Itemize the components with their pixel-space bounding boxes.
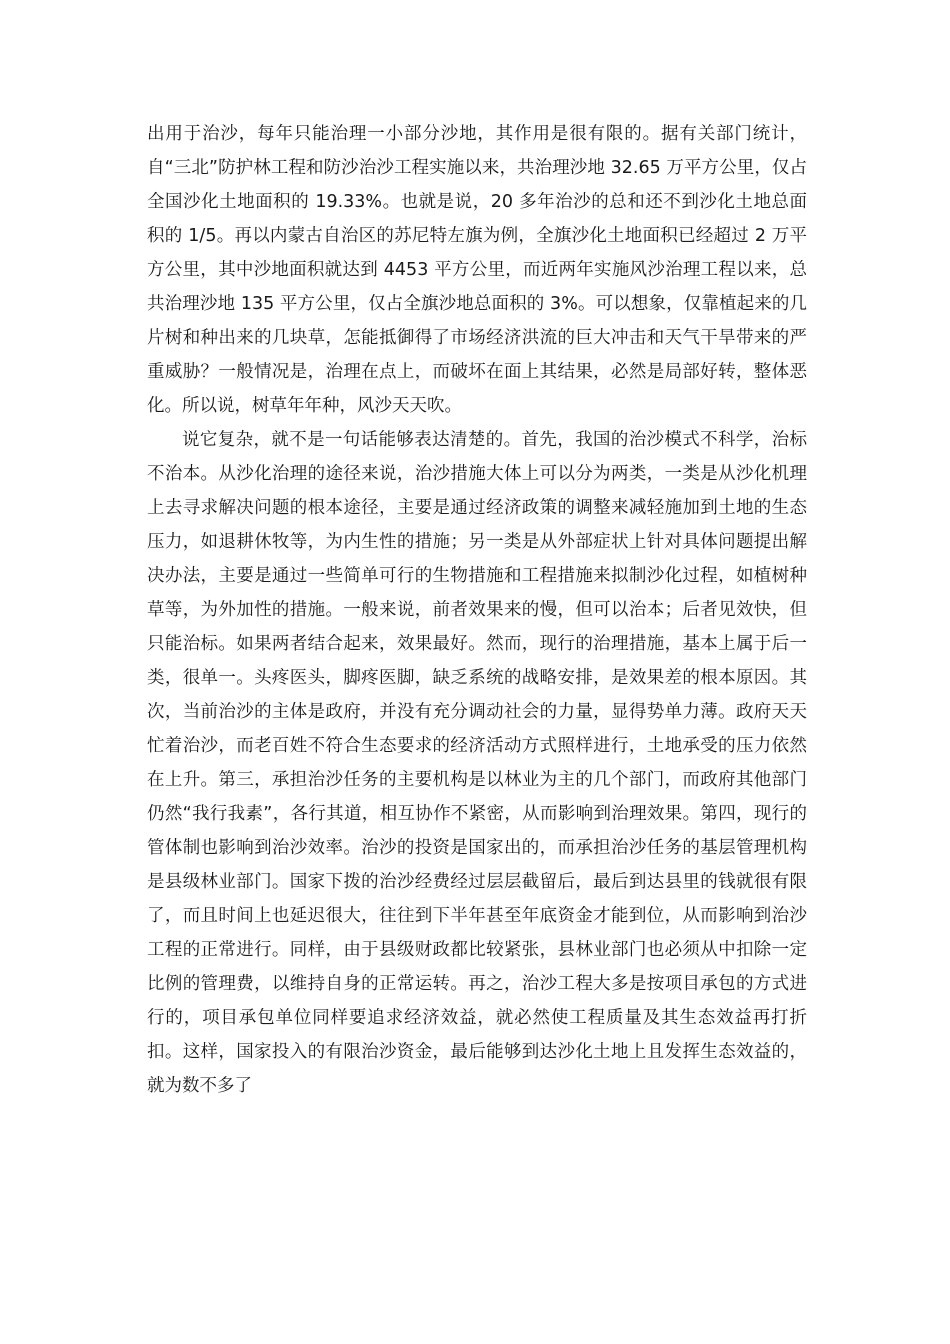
paragraph-1: 出用于治沙，每年只能治理一小部分沙地，其作用是很有限的。据有关部门统计，自“三北”防护林工程和防沙治沙工程实施以来，共治理沙地 32.65 万平方公里，仅占全国沙化土地面积的 19.33%。也就是说，20 多年治沙的总和还不到沙化土地总面积的 1/5。再以内蒙古自治区的苏尼特左旗为例，全旗沙化土地面积已经超过 2 万平方公里，其中沙地面积就达到 4453 平方公里，而近两年实施风沙治理工程以来，总共治理沙地 135 平方公里，仅占全旗沙地总面积的 3%。可以想象，仅靠植起来的几片树和种出来的几块草，怎能抵御得了市场经济洪流的巨大冲击和天气干旱带来的严重威胁？一般情况是，治理在点上，而破坏在面上其结果，必然是局部好转，整体恶化。所以说，树草年年种，风沙天天吹。 bbox=[147, 124, 807, 416]
paragraph-2: 说它复杂，就不是一句话能够表达清楚的。首先，我国的治沙模式不科学，治标不治本。从沙化治理的途径来说，治沙措施大体上可以分为两类，一类是从沙化机理上去寻求解决问题的根本途径，主要是通过经济政策的调整来减轻施加到土地的生态压力，如退耕休牧等，为内生性的措施；另一类是从外部症状上针对具体问题提出解决办法，主要是通过一些简单可行的生物措施和工程措施来拟制沙化过程，如植树种草等，为外加性的措施。一般来说，前者效果来的慢，但可以治本；后者见效快，但只能治标。如果两者结合起来，效果最好。然而，现行的治理措施，基本上属于后一类，很单一。头疼医头，脚疼医脚，缺乏系统的战略安排，是效果差的根本原因。其次，当前治沙的主体是政府，并没有充分调动社会的力量，显得势单力薄。政府天天忙着治沙，而老百姓不符合生态要求的经济活动方式照样进行，土地承受的压力依然在上升。第三，承担治沙任务的主要机构是以林业为主的几个部门，而政府其他部门仍然“我行我素”，各行其道，相互协作不紧密，从而影响到治理效果。第四，现行的管体制也影响到治沙效率。治沙的投资是国家出的，而承担治沙任务的基层管理机构是县级林业部门。国家下拨的治沙经费经过层层截留后，最后到达县里的钱就很有限了，而且时间上也延迟很大，往往到下半年甚至年底资金才能到位，从而影响到治沙工程的正常进行。同样，由于县级财政都比较紧张，县林业部门也必须从中扣除一定比例的管理费，以维持自身的正常运转。再之，治沙工程大多是按项目承包的方式进行的，项目承包单位同样要追求经济效益，就必然使工程质量及其生态效益再打折扣。这样，国家投入的有限治沙资金，最后能够到达沙化土地上且发挥生态效益的，就为数不多了 bbox=[147, 430, 807, 1096]
document-body bbox=[147, 117, 807, 1103]
